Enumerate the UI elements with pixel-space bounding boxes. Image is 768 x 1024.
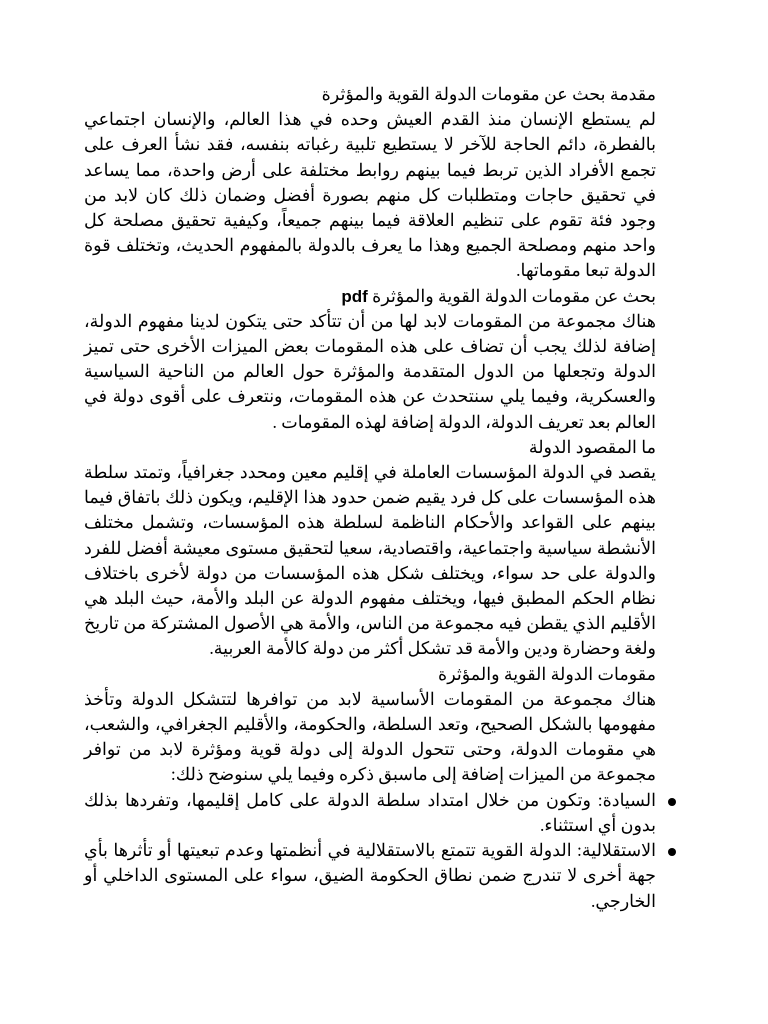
section-title-intro: مقدمة بحث عن مقومات الدولة القوية والمؤثرة bbox=[321, 84, 656, 104]
list-item-text: السيادة: وتكون من خلال امتداد سلطة الدولة على كامل إقليمها، وتفردها بذلك بدون أي استثناء. bbox=[84, 789, 656, 835]
section-title-components: مقومات الدولة القوية والمؤثرة bbox=[438, 663, 656, 684]
list-item bbox=[84, 838, 682, 914]
section-title-research-text: بحث عن مقومات الدولة القوية والمؤثرة bbox=[372, 285, 656, 306]
paragraph-state-meaning: يقصد في الدولة المؤسسات العاملة في إقليم معين ومحدد جغرافياً، وتمتد سلطة هذه المؤسسات على كل فرد يقيم ضمن حدود هذا الإقليم، ويكون ذلك باتفاق فيما بينهم على القواعد والأحكام الناظمة لسلطة هذه المؤسسات، وتشمل مختلف الأنشطة سياسية واجتماعية، واقتصادية، سعيا لتحقيق مستوى معيشة أفضل للفرد والدولة على حد سواء، ويختلف شكل هذه المؤسسات من دولة لأخرى باختلاف نظام الحكم المطبق فيها، ويختلف مفهوم الدولة عن البلد والأمة، حيث البلد هي الأقليم الذي يقطن فيه مجموعة من الناس، والأمة هي الأصول المشتركة من تاريخ ولغة وحضارة ودين والأمة قد تشكل أكثر من دولة كالأمة العربية. bbox=[84, 462, 656, 659]
list-item bbox=[84, 788, 682, 838]
paragraph-components: هناك مجموعة من المقومات الأساسية لابد من توافرها لتتشكل الدولة وتأخذ مفهومها بالشكل الصحيح، وتعد السلطة، والحكومة، والأقليم الجغرافي، والشعب، هي مقومات الدولة، وحتى تتحول الدولة إلى دولة قوية ومؤثرة لابد من توافر مجموعة من الميزات إضافة إلى ماسبق ذكره وفيما يلي سنوضح ذلك: bbox=[84, 688, 656, 785]
list-item-text: الاستقلالية: الدولة القوية تتمتع بالاستقلالية في أنظمتها وعدم تبعيتها أو تأثرها بأي جهة أخرى لا تندرج ضمن نطاق الحكومة الضيق، سواء على المستوى الداخلي أو الخارجي. bbox=[84, 840, 656, 911]
section-title-state-meaning: ما المقصود الدولة bbox=[528, 436, 656, 457]
paragraph-intro: لم يستطع الإنسان منذ القدم العيش وحده في هذا العالم، والإنسان اجتماعي بالفطرة، دائم الحاجة للآخر لا يستطيع تلبية رغباته بنفسه، فقد نشأ العرف على تجمع الأفراد الذين تربط فيما بينهم روابط مختلفة على أرض واحدة، مما يساعد في تحقيق حاجات ومتطلبات كل منهم بصورة أفضل وضمان ذلك كان لابد من وجود فئة تقوم على تنظيم العلاقة فيما بينهم جميعاً، وكيفية تحقيق مصلحة كل واحد منهم ومصلحة الجميع وهذا ما يعرف بالدولة بالمفهوم الحديث، وتختلف قوة الدولة تبعا مقوماتها. bbox=[84, 109, 656, 281]
section-title-research bbox=[84, 284, 656, 309]
bullet-list bbox=[84, 788, 656, 914]
paragraph-research: هناك مجموعة من المقومات لابد لها من أن تتأكد حتى يتكون لدينا مفهوم الدولة، إضافة لذلك يجب أن تضاف على هذه المقومات بعض الميزات الأخرى حتى تميز الدولة وتجعلها من الدول المتقدمة والمؤثرة حول العالم من الناحية السياسية والعسكرية، وفيما يلي سنتحدث عن هذه المقومات، ونتعرف على أقوى دولة في العالم بعد تعريف الدولة، الدولة إضافة لهذه المقومات . bbox=[84, 310, 656, 432]
bullet-icon bbox=[668, 848, 676, 856]
bullet-icon bbox=[668, 798, 676, 806]
pdf-label: pdf bbox=[341, 286, 368, 306]
